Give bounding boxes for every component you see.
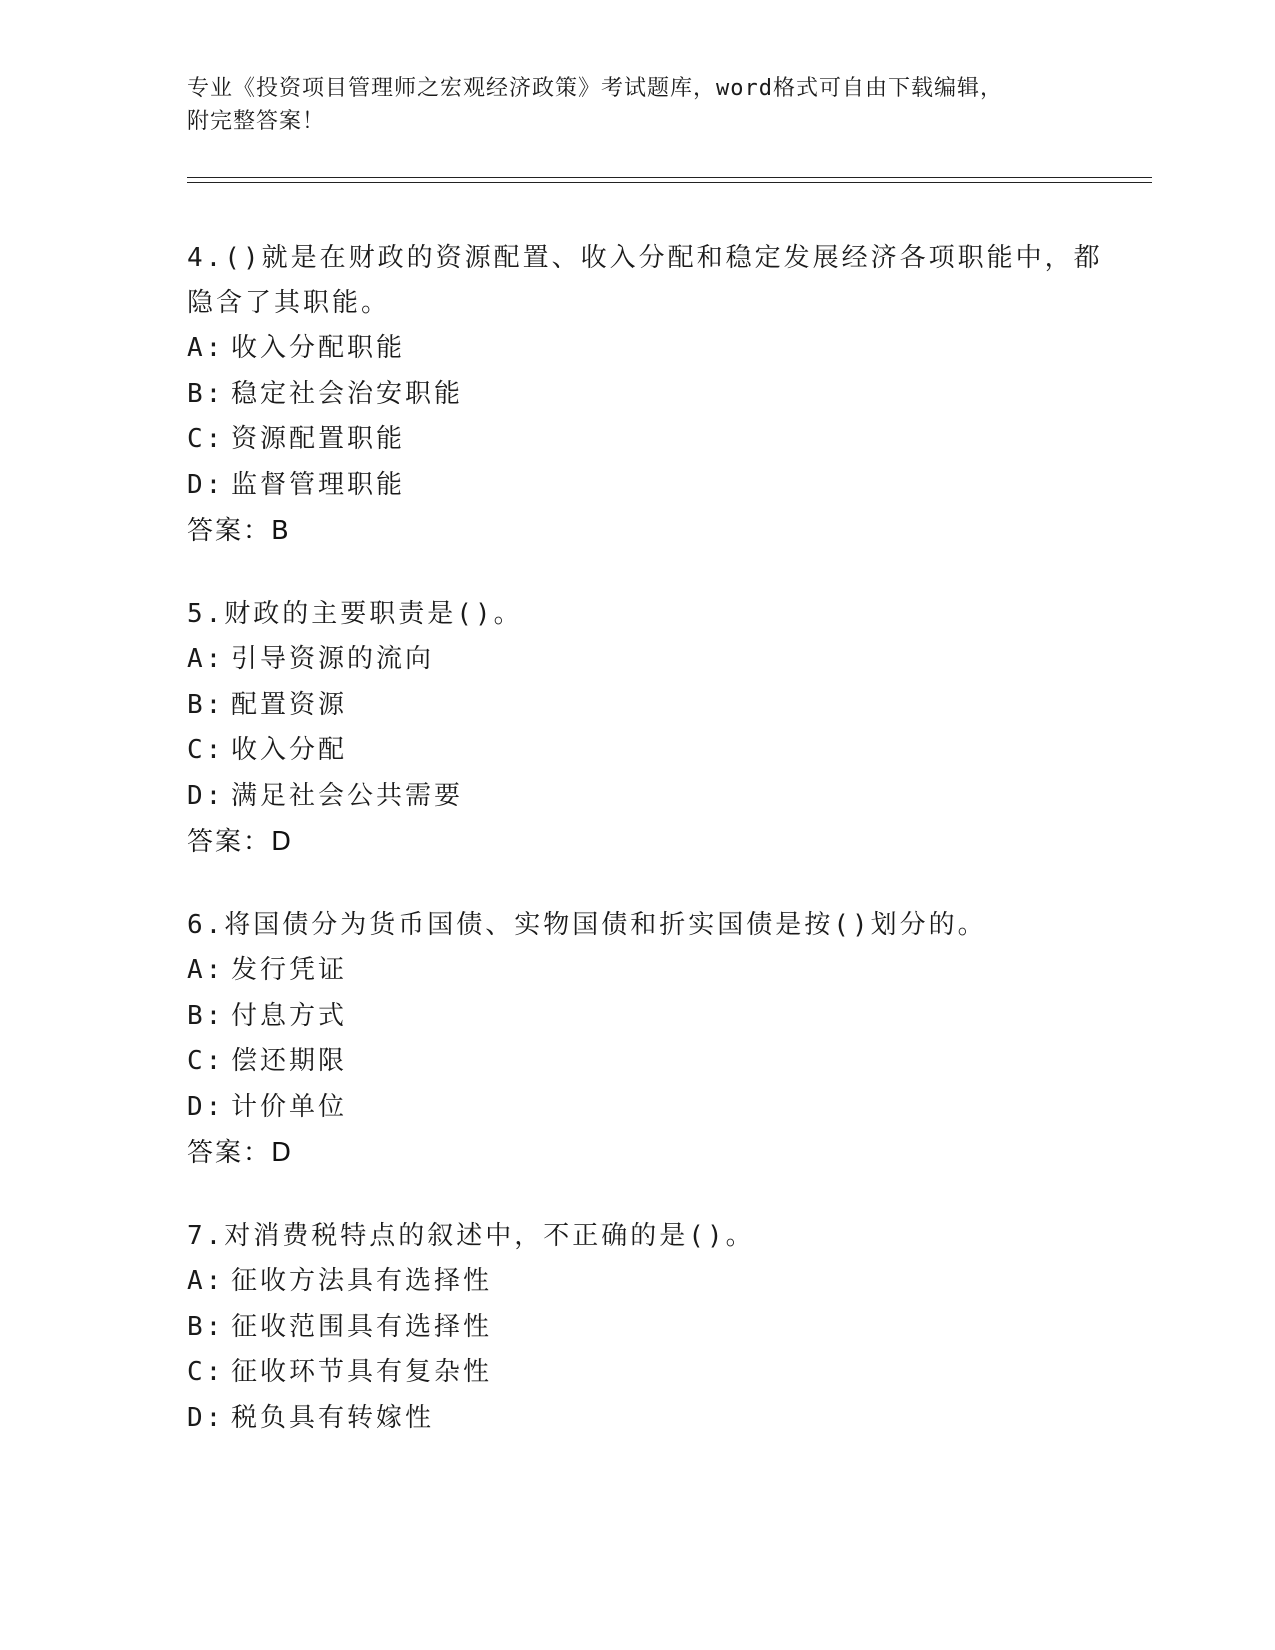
option-letter: D: [187, 1402, 225, 1433]
option-letter: A: [187, 644, 225, 674]
option-text: 付息方式 [231, 1000, 348, 1031]
option-d [187, 1396, 1117, 1442]
answer-line: 答案：D [187, 827, 294, 857]
question-6 [187, 903, 1117, 1176]
option-letter: D: [187, 469, 225, 500]
option-b [187, 994, 1117, 1040]
option-text: 税负具有转嫁性 [231, 1402, 435, 1433]
option-c [187, 1350, 1117, 1396]
option-d [187, 463, 1117, 509]
question-stem: 7.对消费税特点的叙述中，不正确的是()。 [187, 1221, 755, 1251]
question-7 [187, 1214, 1117, 1441]
option-d [187, 774, 1117, 820]
option-text: 稳定社会治安职能 [231, 378, 464, 409]
option-letter: B: [187, 378, 225, 409]
option-b [187, 372, 1117, 418]
question-4 [187, 236, 1117, 554]
option-c [187, 1039, 1117, 1085]
option-letter: B: [187, 1311, 225, 1342]
option-text: 引导资源的流向 [231, 644, 435, 674]
option-a [187, 637, 1117, 683]
option-text: 征收环节具有复杂性 [231, 1357, 493, 1387]
question-stem: 4.()就是在财政的资源配置、收入分配和稳定发展经济各项职能中，都隐含了其职能。 [187, 243, 1103, 318]
option-a [187, 326, 1117, 372]
header-divider-bottom [187, 182, 1152, 183]
option-c [187, 728, 1117, 774]
option-text: 收入分配职能 [231, 333, 406, 363]
question-stem: 6.将国债分为货币国债、实物国债和折实国债是按()划分的。 [187, 910, 987, 940]
option-text: 计价单位 [231, 1091, 348, 1122]
option-c [187, 417, 1117, 463]
option-a [187, 1259, 1117, 1305]
option-text: 配置资源 [231, 689, 348, 720]
option-text: 征收范围具有选择性 [231, 1311, 493, 1342]
option-text: 偿还期限 [231, 1046, 348, 1076]
option-text: 监督管理职能 [231, 469, 406, 500]
header-line-1: 专业《投资项目管理师之宏观经济政策》考试题库，word格式可自由下载编辑， [187, 76, 1003, 101]
option-text: 满足社会公共需要 [231, 780, 464, 811]
question-stem: 5.财政的主要职责是()。 [187, 599, 523, 629]
question-list [187, 236, 1117, 1479]
option-letter: D: [187, 780, 225, 811]
option-letter: C: [187, 1046, 225, 1076]
option-letter: A: [187, 333, 225, 363]
option-letter: C: [187, 735, 225, 765]
option-text: 收入分配 [231, 735, 348, 765]
header-line-2: 附完整答案！ [187, 109, 326, 134]
option-a [187, 948, 1117, 994]
option-text: 征收方法具有选择性 [231, 1266, 493, 1296]
option-letter: B: [187, 1000, 225, 1031]
option-letter: A: [187, 955, 225, 985]
answer-line: 答案：B [187, 516, 291, 546]
question-5 [187, 592, 1117, 865]
option-letter: B: [187, 689, 225, 720]
option-letter: A: [187, 1266, 225, 1296]
option-b [187, 1305, 1117, 1351]
option-d [187, 1085, 1117, 1131]
option-b [187, 683, 1117, 729]
option-letter: C: [187, 424, 225, 454]
option-text: 发行凭证 [231, 955, 348, 985]
option-letter: C: [187, 1357, 225, 1387]
option-text: 资源配置职能 [231, 424, 406, 454]
answer-line: 答案：D [187, 1138, 294, 1168]
document-header [187, 72, 1087, 138]
option-letter: D: [187, 1091, 225, 1122]
header-divider-top [187, 177, 1152, 178]
